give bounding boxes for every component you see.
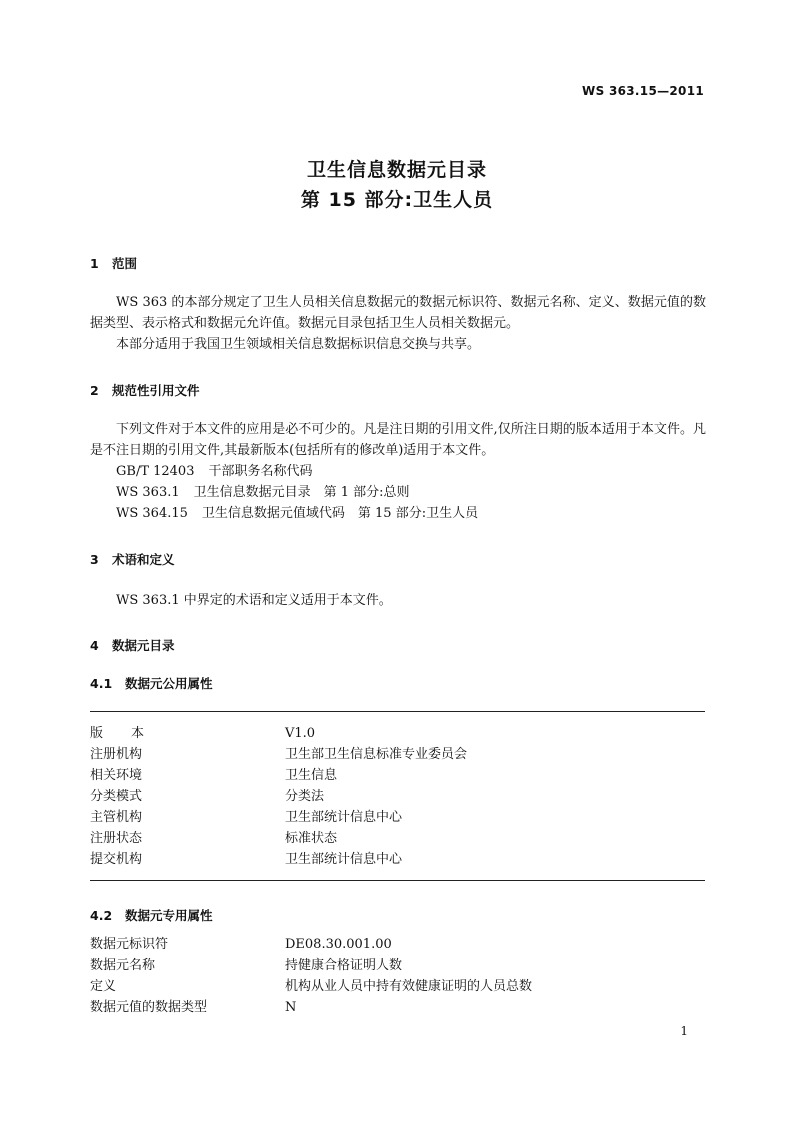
section-title: 规范性引用文件 — [112, 383, 200, 398]
attribute-value: V1.0 — [285, 726, 316, 741]
attribute-value: N — [285, 1000, 297, 1015]
table-row — [90, 997, 705, 1018]
paragraph: WS 363.1 中界定的术语和定义适用于本文件。 — [116, 593, 392, 608]
attribute-key: 定义 — [90, 979, 117, 994]
section-number: 1 — [90, 256, 99, 271]
attribute-value: 标准状态 — [285, 831, 338, 846]
subsection-heading-4-1 — [90, 674, 213, 692]
reference-list — [116, 461, 492, 524]
document-id: WS 363.15—2011 — [582, 84, 704, 98]
attribute-key: 提交机构 — [90, 852, 143, 867]
section-title: 术语和定义 — [112, 552, 175, 567]
attribute-value: 持健康合格证明人数 — [285, 958, 403, 973]
attribute-value: DE08.30.001.00 — [285, 937, 392, 952]
paragraph: 下列文件对于本文件的应用是必不可少的。凡是注日期的引用文件,仅所注日期的版本适用于本文件。凡是不注日期的引用文件,其最新版本(包括所有的修改单)适用于本文件。 — [90, 422, 706, 458]
paragraph: WS 363 的本部分规定了卫生人员相关信息数据元的数据元标识符、数据元名称、定义、数据元值的数据类型、表示格式和数据元允许值。数据元目录包括卫生人员相关数据元。 — [90, 295, 706, 331]
attribute-key: 数据元名称 — [90, 958, 156, 973]
attribute-value: 分类法 — [285, 789, 325, 804]
paragraph: 本部分适用于我国卫生领域相关信息数据标识信息交换与共享。 — [116, 337, 481, 352]
attribute-value: 卫生部统计信息中心 — [285, 810, 403, 825]
common-attributes-table — [90, 723, 705, 870]
reference-item — [116, 503, 492, 524]
table-row — [90, 849, 705, 870]
reference-name: 干部职务名称代码 — [208, 464, 313, 479]
table-row — [90, 828, 705, 849]
reference-name: 卫生信息数据元目录 第 1 部分:总则 — [193, 485, 410, 500]
table-row — [90, 955, 705, 976]
section-title: 数据元目录 — [112, 638, 175, 653]
table-row — [90, 976, 705, 997]
section-number: 3 — [90, 552, 99, 567]
section-heading-2 — [90, 381, 200, 399]
document-subtitle: 第 15 部分:卫生人员 — [300, 189, 494, 211]
section-number: 2 — [90, 383, 99, 398]
reference-item — [116, 482, 492, 503]
reference-item — [116, 461, 492, 482]
page-number: 1 — [680, 1024, 688, 1038]
attribute-key: 分类模式 — [90, 789, 143, 804]
section-number: 4.2 — [90, 908, 113, 923]
table-row — [90, 723, 705, 744]
table-row — [90, 934, 705, 955]
reference-code: WS 363.1 — [116, 485, 180, 500]
table-top-rule — [90, 711, 705, 712]
section-2-body — [90, 419, 706, 461]
table-row — [90, 744, 705, 765]
section-3-body — [90, 590, 706, 611]
table-row — [90, 807, 705, 828]
specific-attributes-table — [90, 934, 705, 1018]
attribute-key: 版本 — [90, 726, 173, 741]
attribute-key: 数据元标识符 — [90, 937, 169, 952]
section-number: 4 — [90, 638, 99, 653]
table-row — [90, 786, 705, 807]
section-heading-4 — [90, 636, 175, 654]
section-title: 范围 — [112, 256, 138, 271]
attribute-key: 主管机构 — [90, 810, 143, 825]
subsection-heading-4-2 — [90, 906, 213, 924]
table-row — [90, 765, 705, 786]
attribute-key: 注册状态 — [90, 831, 143, 846]
attribute-value: 卫生信息 — [285, 768, 338, 783]
attribute-value: 机构从业人员中持有效健康证明的人员总数 — [285, 979, 533, 994]
table-bottom-rule — [90, 880, 705, 881]
section-number: 4.1 — [90, 676, 113, 691]
attribute-value: 卫生部统计信息中心 — [285, 852, 403, 867]
section-heading-1 — [90, 254, 137, 272]
attribute-key: 数据元值的数据类型 — [90, 1000, 208, 1015]
reference-code: GB/T 12403 — [116, 464, 195, 479]
attribute-key: 注册机构 — [90, 747, 143, 762]
section-1-body — [90, 292, 706, 355]
section-heading-3 — [90, 550, 175, 568]
section-title: 数据元公用属性 — [125, 676, 213, 691]
document-title: 卫生信息数据元目录 — [306, 159, 487, 181]
reference-name: 卫生信息数据元值域代码 第 15 部分:卫生人员 — [201, 506, 479, 521]
reference-code: WS 364.15 — [116, 506, 188, 521]
attribute-key: 相关环境 — [90, 768, 143, 783]
section-title: 数据元专用属性 — [125, 908, 213, 923]
attribute-value: 卫生部卫生信息标准专业委员会 — [285, 747, 468, 762]
